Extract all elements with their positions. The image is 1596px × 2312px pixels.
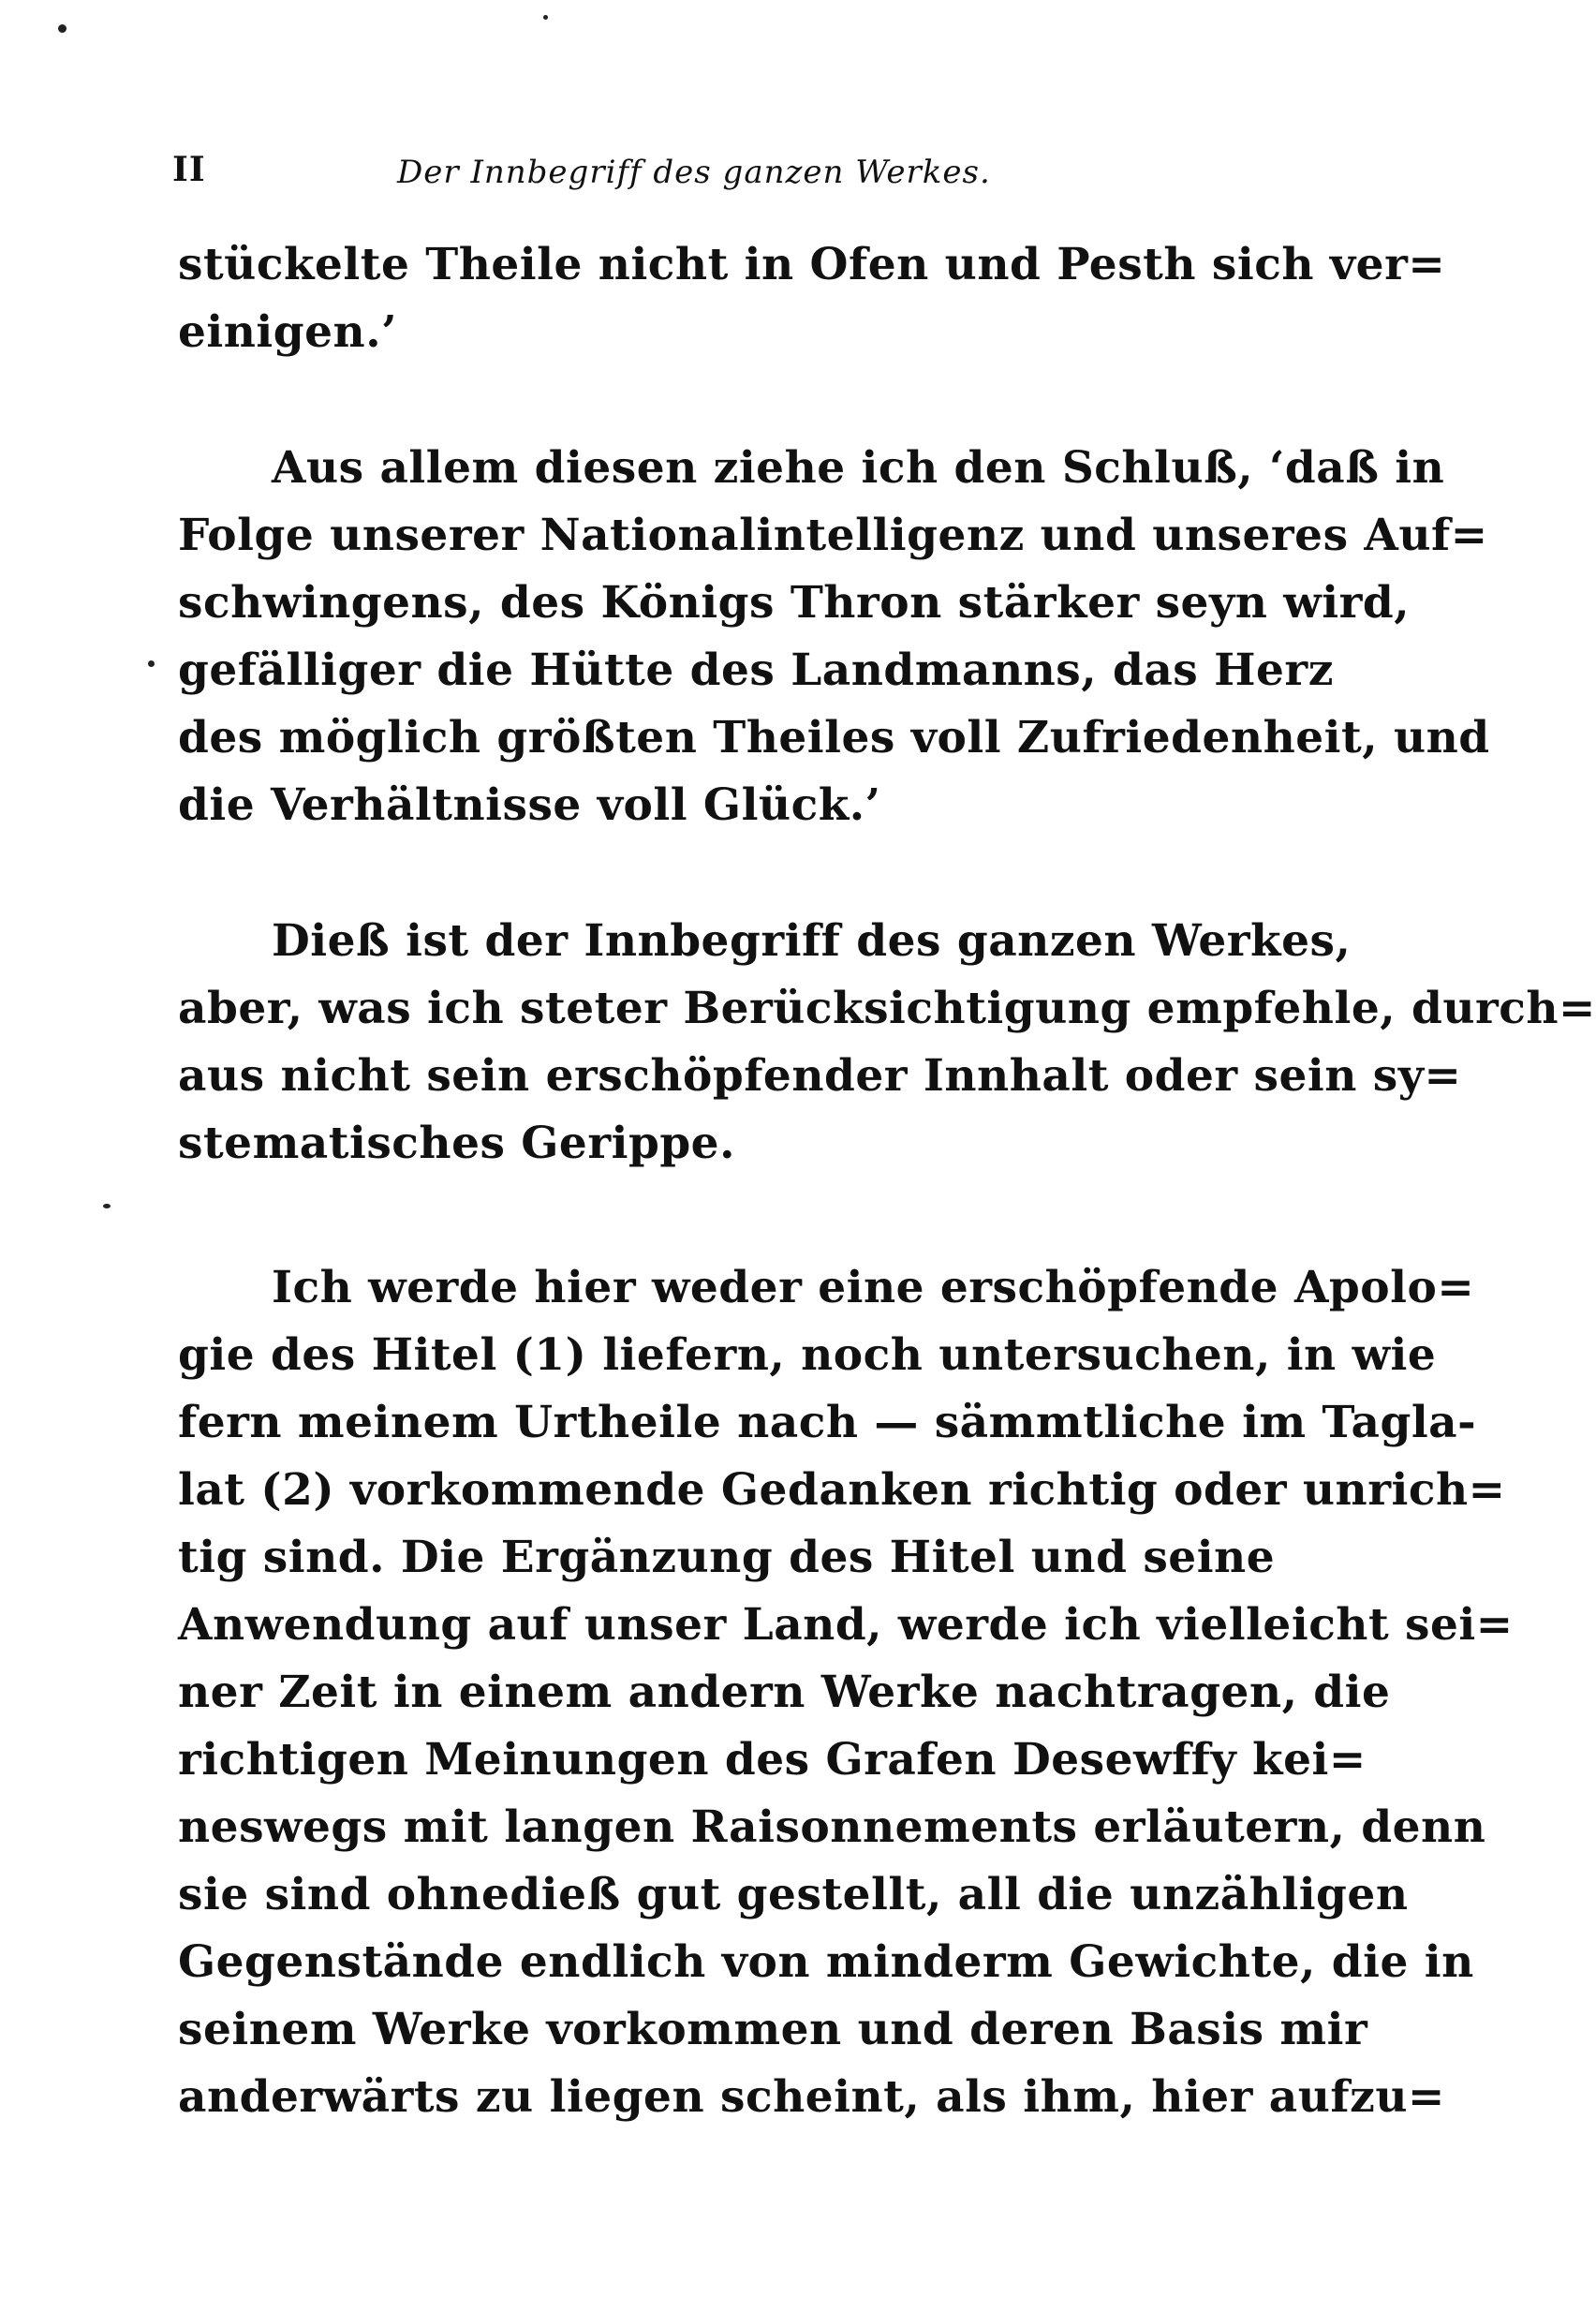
- text-line: fern meinem Urtheile nach — sämmtliche im Tagla-: [178, 1397, 1477, 1448]
- ink-speck: [148, 660, 155, 667]
- text-line: neswegs mit langen Raisonnements erläutern, denn: [178, 1801, 1486, 1853]
- text-line: gie des Hitel (1) liefern, noch untersuchen, in wie: [178, 1329, 1437, 1381]
- page-number: II: [172, 150, 206, 189]
- page-header: [172, 150, 1015, 197]
- text-line: gefälliger die Hütte des Landmanns, das Herz: [178, 645, 1334, 696]
- text-line: des möglich größten Theiles voll Zufriedenheit, und: [178, 712, 1490, 763]
- text-line: tig sind. Die Ergänzung des Hitel und seine: [178, 1532, 1276, 1583]
- text-line: schwingens, des Königs Thron stärker seyn wird,: [178, 577, 1411, 629]
- text-line: Aus allem diesen ziehe ich den Schluß, ‘daß in: [272, 442, 1445, 494]
- running-title: Der Innbegriff des ganzen Werkes.: [397, 154, 991, 191]
- text-line: aus nicht sein erschöpfender Innhalt oder sein sy=: [178, 1050, 1462, 1102]
- ink-speck: [58, 24, 66, 33]
- text-line: aber, was ich steter Berücksichtigung empfehle, durch=: [178, 983, 1596, 1034]
- text-line: richtigen Meinungen des Grafen Desewffy kei=: [178, 1734, 1367, 1786]
- text-line: Ich werde hier weder eine erschöpfende Apolo=: [272, 1262, 1475, 1313]
- text-line: ner Zeit in einem andern Werke nachtragen, die: [178, 1667, 1391, 1718]
- text-line: die Verhältnisse voll Glück.’: [178, 779, 881, 831]
- text-line: anderwärts zu liegen scheint, als ihm, hier aufzu=: [178, 2071, 1445, 2123]
- text-line: Folge unserer Nationalintelligenz und unseres Auf=: [178, 510, 1488, 561]
- text-line: sie sind ohnedieß gut gestellt, all die unzähligen: [178, 1869, 1409, 1920]
- text-line: stematisches Gerippe.: [178, 1118, 735, 1169]
- ink-speck: [543, 15, 548, 20]
- text-line: Gegenstände endlich von minderm Gewichte, die in: [178, 1936, 1474, 1988]
- text-line: seinem Werke vorkommen und deren Basis mir: [178, 2004, 1368, 2055]
- text-line: Dieß ist der Innbegriff des ganzen Werkes,: [272, 915, 1352, 967]
- text-line: lat (2) vorkommende Gedanken richtig oder unrich=: [178, 1464, 1506, 1516]
- text-line: einigen.’: [178, 306, 397, 358]
- text-line: Anwendung auf unser Land, werde ich vielleicht sei=: [178, 1599, 1514, 1651]
- ink-speck: [103, 1204, 111, 1208]
- text-line: stückelte Theile nicht in Ofen und Pesth sich ver=: [178, 239, 1446, 290]
